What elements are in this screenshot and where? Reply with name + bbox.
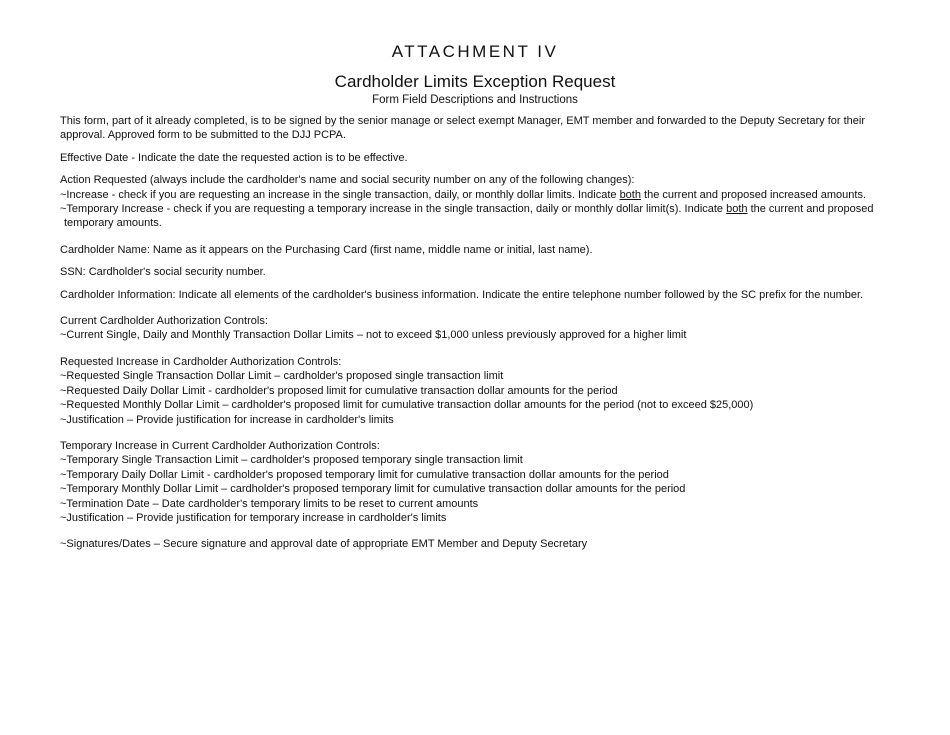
attachment-label: ATTACHMENT IV — [391, 42, 559, 61]
cardholder-info-text: Cardholder Information: Indicate all elements of the cardholder's business information. Indicate the entire telephone number followed by the SC prefix for the number. — [60, 288, 864, 301]
temporary-controls-item: ~Justification – Provide justification for temporary increase in cardholder's limits — [60, 511, 447, 524]
current-controls-item: ~Current Single, Daily and Monthly Transaction Dollar Limits – not to exceed $1,000 unless previously approved for a higher limit — [60, 329, 687, 342]
cardholder-name-text: Cardholder Name: Name as it appears on the Purchasing Card (first name, middle name or initial, last name). — [60, 243, 593, 256]
ssn-text: SSN: Cardholder's social security number. — [60, 266, 266, 279]
increase-text-a: ~Increase - check if you are requesting an increase in the single transaction, daily, or monthly dollar limits. Indicate — [60, 188, 620, 201]
action-temporary-continuation: temporary amounts. — [64, 217, 162, 230]
temp-both-underlined: both — [726, 203, 748, 216]
requested-controls-item: ~Requested Daily Dollar Limit - cardholder's proposed limit for cumulative transaction dollar amounts for the period — [60, 384, 618, 397]
temporary-controls-item: ~Termination Date – Date cardholder's temporary limits to be reset to current amounts — [60, 497, 479, 510]
requested-controls-item: ~Requested Monthly Dollar Limit – cardholder's proposed limit for cumulative transaction dollar amounts for the period (not to exceed $25,000) — [60, 399, 754, 412]
effective-date-text: Effective Date - Indicate the date the requested action is to be effective. — [60, 151, 408, 164]
intro-line-1: This form, part of it already completed, is to be signed by the senior manage or select exempt Manager, EMT member and forwarded to the Deputy Secretary for their — [60, 115, 866, 127]
requested-controls-heading: Requested Increase in Cardholder Authorization Controls: — [60, 355, 342, 368]
signatures-text: ~Signatures/Dates – Secure signature and approval date of appropriate EMT Member and Deputy Secretary — [60, 538, 588, 551]
intro-line-2: approval. Approved form to be submitted to the DJJ PCPA. — [60, 129, 346, 142]
temporary-controls-item: ~Temporary Single Transaction Limit – cardholder's proposed temporary single transaction limit — [60, 454, 523, 467]
current-controls-heading: Current Cardholder Authorization Controls: — [60, 315, 268, 328]
temp-text-a: ~Temporary Increase - check if you are requesting a temporary increase in the single transaction, daily or monthly dollar limit(s). Indicate — [60, 203, 727, 216]
temporary-controls-item: ~Temporary Daily Dollar Limit - cardholder's proposed temporary limit for cumulative transaction dollar amounts for the period — [60, 468, 669, 481]
page-subtitle: Form Field Descriptions and Instructions — [372, 94, 578, 106]
action-temporary-text — [60, 202, 900, 216]
instructions-body — [60, 114, 900, 552]
increase-both-underlined: both — [619, 188, 641, 201]
action-increase-text — [60, 188, 900, 202]
increase-text-b: the current and proposed increased amounts. — [640, 188, 867, 201]
temp-text-b: the current and proposed — [747, 203, 874, 216]
page-title: Cardholder Limits Exception Request — [334, 72, 616, 91]
requested-controls-item: ~Justification – Provide justification for increase in cardholder's limits — [60, 413, 394, 426]
temporary-controls-item: ~Temporary Monthly Dollar Limit – cardholder's proposed temporary limit for cumulative transaction dollar amounts for the period — [60, 483, 686, 496]
requested-controls-item: ~Requested Single Transaction Dollar Limit – cardholder's proposed single transaction limit — [60, 370, 504, 383]
action-requested-heading: Action Requested (always include the cardholder's name and social security number on any of the following changes): — [60, 174, 635, 187]
temporary-controls-heading: Temporary Increase in Current Cardholder Authorization Controls: — [60, 439, 380, 452]
